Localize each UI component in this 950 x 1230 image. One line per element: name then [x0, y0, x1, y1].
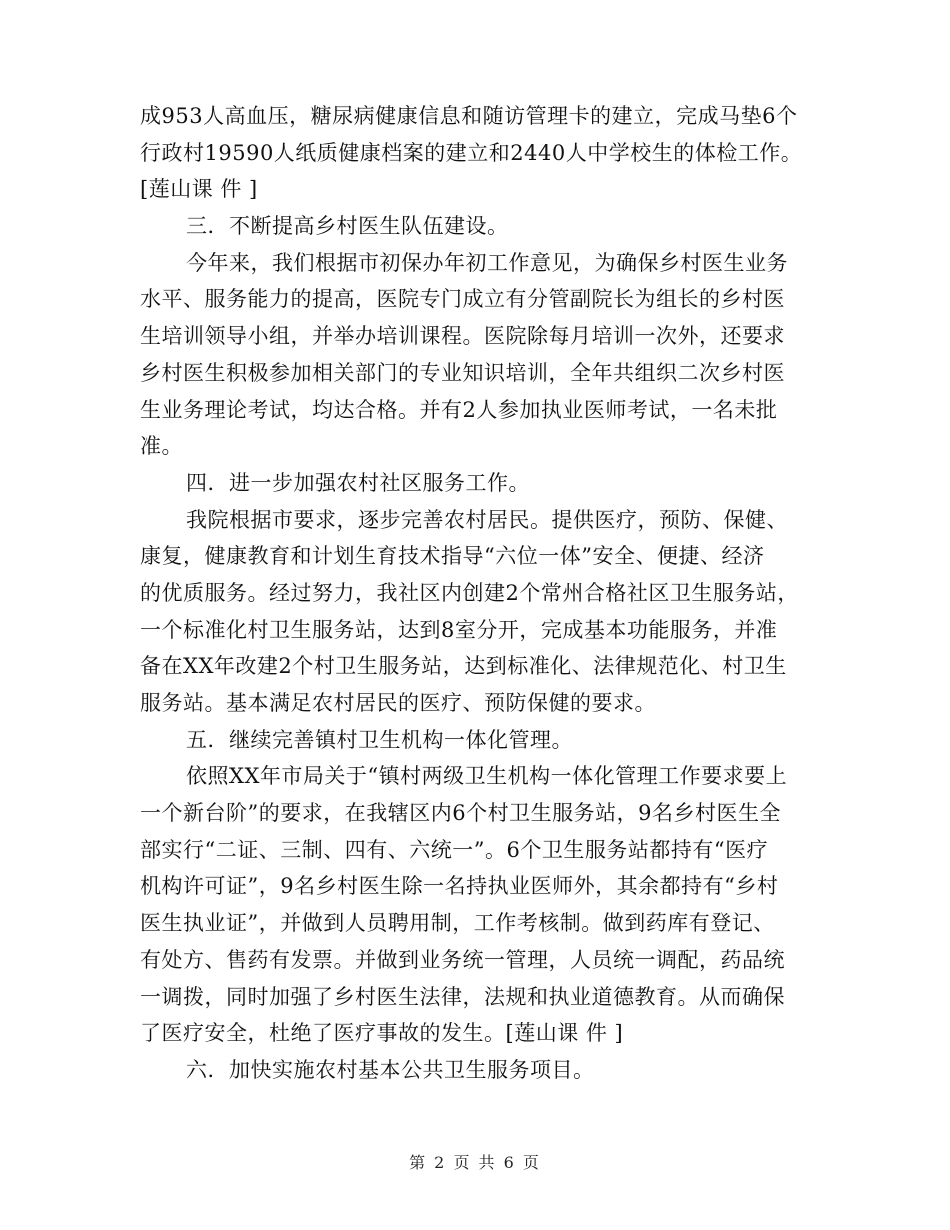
section-heading: 五．继续完善镇村卫生机构一体化管理。 — [186, 727, 573, 752]
text-line: 今年来，我们根据市初保办年初工作意见，为确保乡村医生业务 — [186, 250, 788, 275]
text-line: 生业务理论考试，均达合格。并有2人参加执业医师考试，一名未批 — [140, 397, 778, 422]
section-heading: 四．进一步加强农村社区服务工作。 — [186, 470, 530, 495]
body-text — [140, 98, 810, 1089]
text-line: 一个标准化村卫生服务站，达到8室分开，完成基本功能服务，并准 — [140, 617, 778, 642]
text-line: 一调拨，同时加强了乡村医生法律，法规和执业道德教育。从而确保 — [140, 984, 785, 1009]
text-line: 行政村19590人纸质健康档案的建立和2440人中学校生的体检工作。 — [140, 140, 803, 165]
text-line: 乡村医生积极参加相关部门的专业知识培训，全年共组织二次乡村医 — [140, 360, 785, 385]
text-line: 准。 — [140, 434, 183, 459]
text-line: 我院根据市要求，逐步完善农村居民。提供医疗，预防、保健、 — [186, 507, 788, 532]
text-line: 依照XX年市局关于“镇村两级卫生机构一体化管理工作要求要上 — [186, 764, 788, 789]
section-heading: 三．不断提高乡村医生队伍建设。 — [186, 214, 509, 239]
text-line: 康复，健康教育和计划生育技术指导“六位一体”安全、便捷、经济 — [140, 544, 765, 569]
text-line: 水平、服务能力的提高，医院专门成立有分管副院长为组长的乡村医 — [140, 287, 785, 312]
text-line: 机构许可证”，9名乡村医生除一名持执业医师外，其余都持有“乡村 — [140, 874, 779, 899]
text-line: 服务站。基本满足农村居民的医疗、预防保健的要求。 — [140, 691, 656, 715]
text-line: 一个新台阶”的要求，在我辖区内6个村卫生服务站，9名乡村医生全 — [140, 801, 781, 826]
section-heading: 六．加快实施农村基本公共卫生服务项目。 — [186, 1057, 595, 1082]
text-line: [莲山课 件 ] — [140, 177, 258, 202]
text-line: 生培训领导小组，并举办培训课程。医院除每月培训一次外，还要求 — [140, 324, 785, 349]
text-line: 部实行“二证、三制、四有、六统一”。6个卫生服务站都持有“医疗 — [140, 837, 769, 862]
text-line: 了医疗安全，杜绝了医疗事故的发生。[莲山课 件 ] — [140, 1021, 624, 1046]
text-line: 有处方、售药有发票。并做到业务统一管理，人员统一调配，药品统 — [140, 947, 785, 972]
text-line: 医生执业证”，并做到人员聘用制，工作考核制。做到药库有登记、 — [140, 911, 775, 936]
text-line: 的优质服务。经过努力，我社区内创建2个常州合格社区卫生服务站， — [140, 580, 799, 605]
text-line: 备在XX年改建2个村卫生服务站，达到标准化、法律规范化、村卫生 — [140, 654, 787, 679]
page-footer: 第 2 页 共 6 页 — [409, 1153, 541, 1172]
text-line: 成953人高血压，糖尿病健康信息和随访管理卡的建立，完成马垫6个 — [140, 104, 798, 128]
